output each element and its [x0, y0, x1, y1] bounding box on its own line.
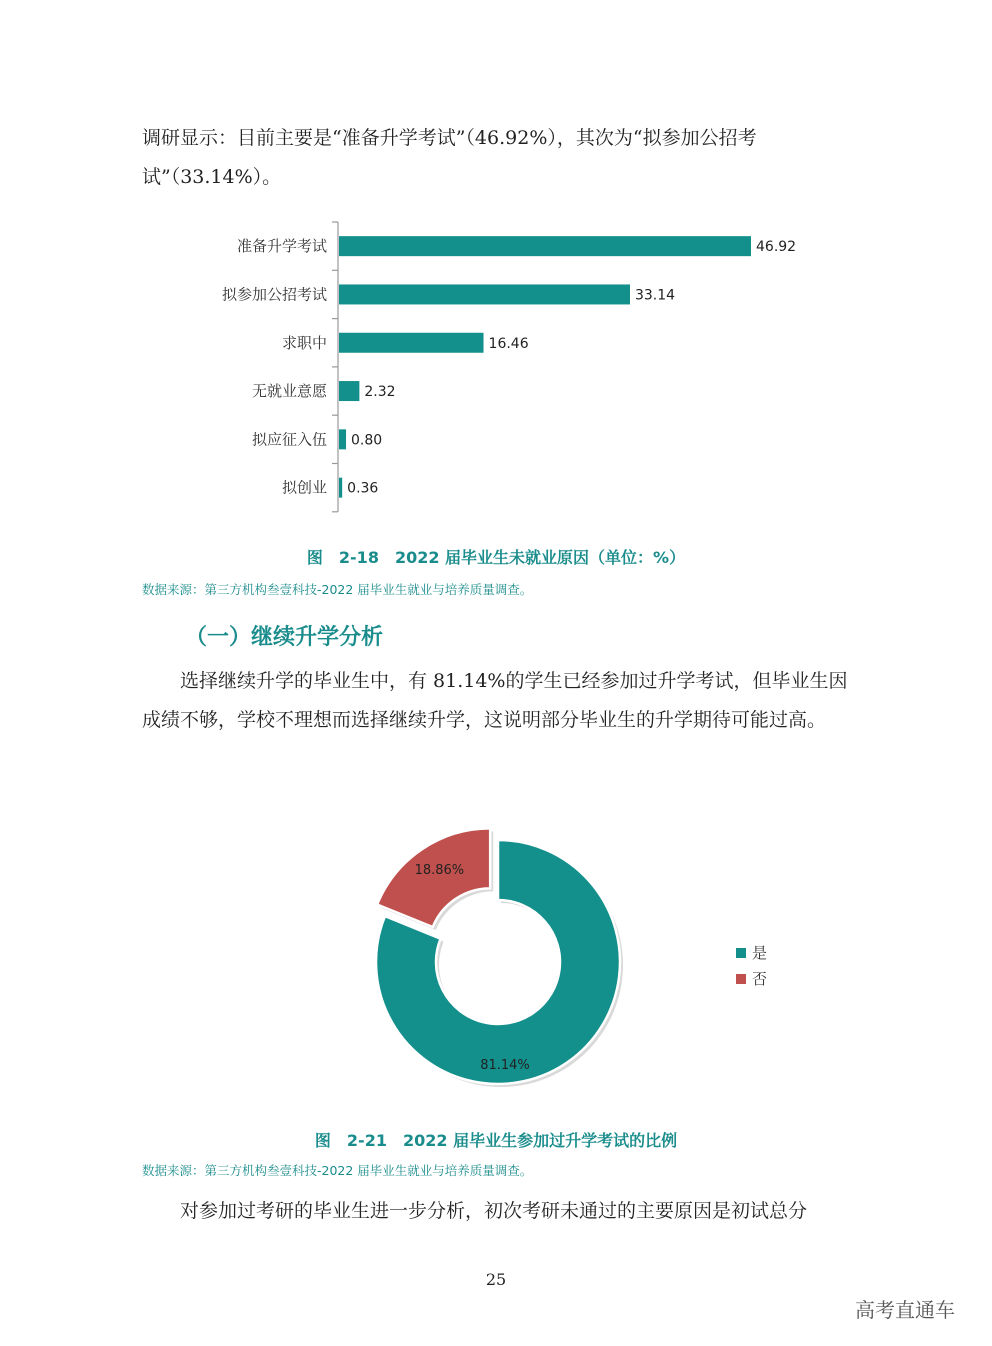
- intro-paragraph: 调研显示：目前主要是“准备升学考试”（46.92%），其次为“拟参加公招考试”（33.14%）。: [142, 127, 757, 188]
- paragraph-2: 选择继续升学的毕业生中，有 81.14%的学生已经参加过升学考试，但毕业生因成绩不够，学校不理想而选择继续升学，这说明部分毕业生的升学期待可能过高。: [142, 670, 848, 731]
- bar-value-label: 0.36: [347, 480, 379, 497]
- bar-category-label: 拟创业: [281, 478, 327, 497]
- bar: [339, 381, 359, 401]
- bar-value-label: 33.14: [634, 287, 676, 304]
- donut-chart: [376, 828, 767, 1087]
- bar-value-label: 16.46: [488, 335, 529, 352]
- bar-category-label: 求职中: [281, 333, 327, 352]
- page-number: 25: [485, 1270, 507, 1289]
- section-heading: （一）继续升学分析: [185, 625, 384, 650]
- donut-value-label: 18.86%: [414, 862, 465, 878]
- legend-swatch: [736, 974, 746, 984]
- figure-2-caption: 图 2-21 2022 届毕业生参加过升学考试的比例: [314, 1131, 678, 1150]
- bar-category-label: 准备升学考试: [236, 237, 327, 256]
- bar-value-label: 2.32: [364, 384, 396, 401]
- legend-swatch: [736, 948, 746, 958]
- bar-category-label: 无就业意愿: [251, 382, 327, 401]
- figure-1-caption: 图 2-18 2022 届毕业生未就业原因（单位：%）: [306, 548, 686, 567]
- paragraph-3: 对参加过考研的毕业生进一步分析，初次考研未通过的主要原因是初试总分: [180, 1200, 808, 1222]
- figure-2-source: 数据来源：第三方机构叁壹科技-2022 届毕业生就业与培养质量调查。: [142, 1163, 533, 1178]
- watermark: 高考直通车: [855, 1298, 955, 1322]
- bar: [339, 284, 630, 304]
- bar: [339, 478, 342, 498]
- bar: [339, 236, 751, 256]
- bar-category-label: 拟参加公招考试: [221, 285, 327, 304]
- bar-value-label: 46.92: [756, 239, 797, 256]
- bar-category-label: 拟应征入伍: [251, 430, 327, 449]
- figure-1-source: 数据来源：第三方机构叁壹科技-2022 届毕业生就业与培养质量调查。: [142, 582, 533, 597]
- bar-value-label: 0.80: [351, 432, 383, 449]
- legend-label: 是: [752, 944, 768, 962]
- donut-value-label: 81.14%: [480, 1057, 530, 1073]
- bar: [339, 429, 346, 449]
- legend-label: 否: [752, 970, 768, 988]
- bar: [339, 333, 484, 353]
- bar-chart: [222, 222, 796, 512]
